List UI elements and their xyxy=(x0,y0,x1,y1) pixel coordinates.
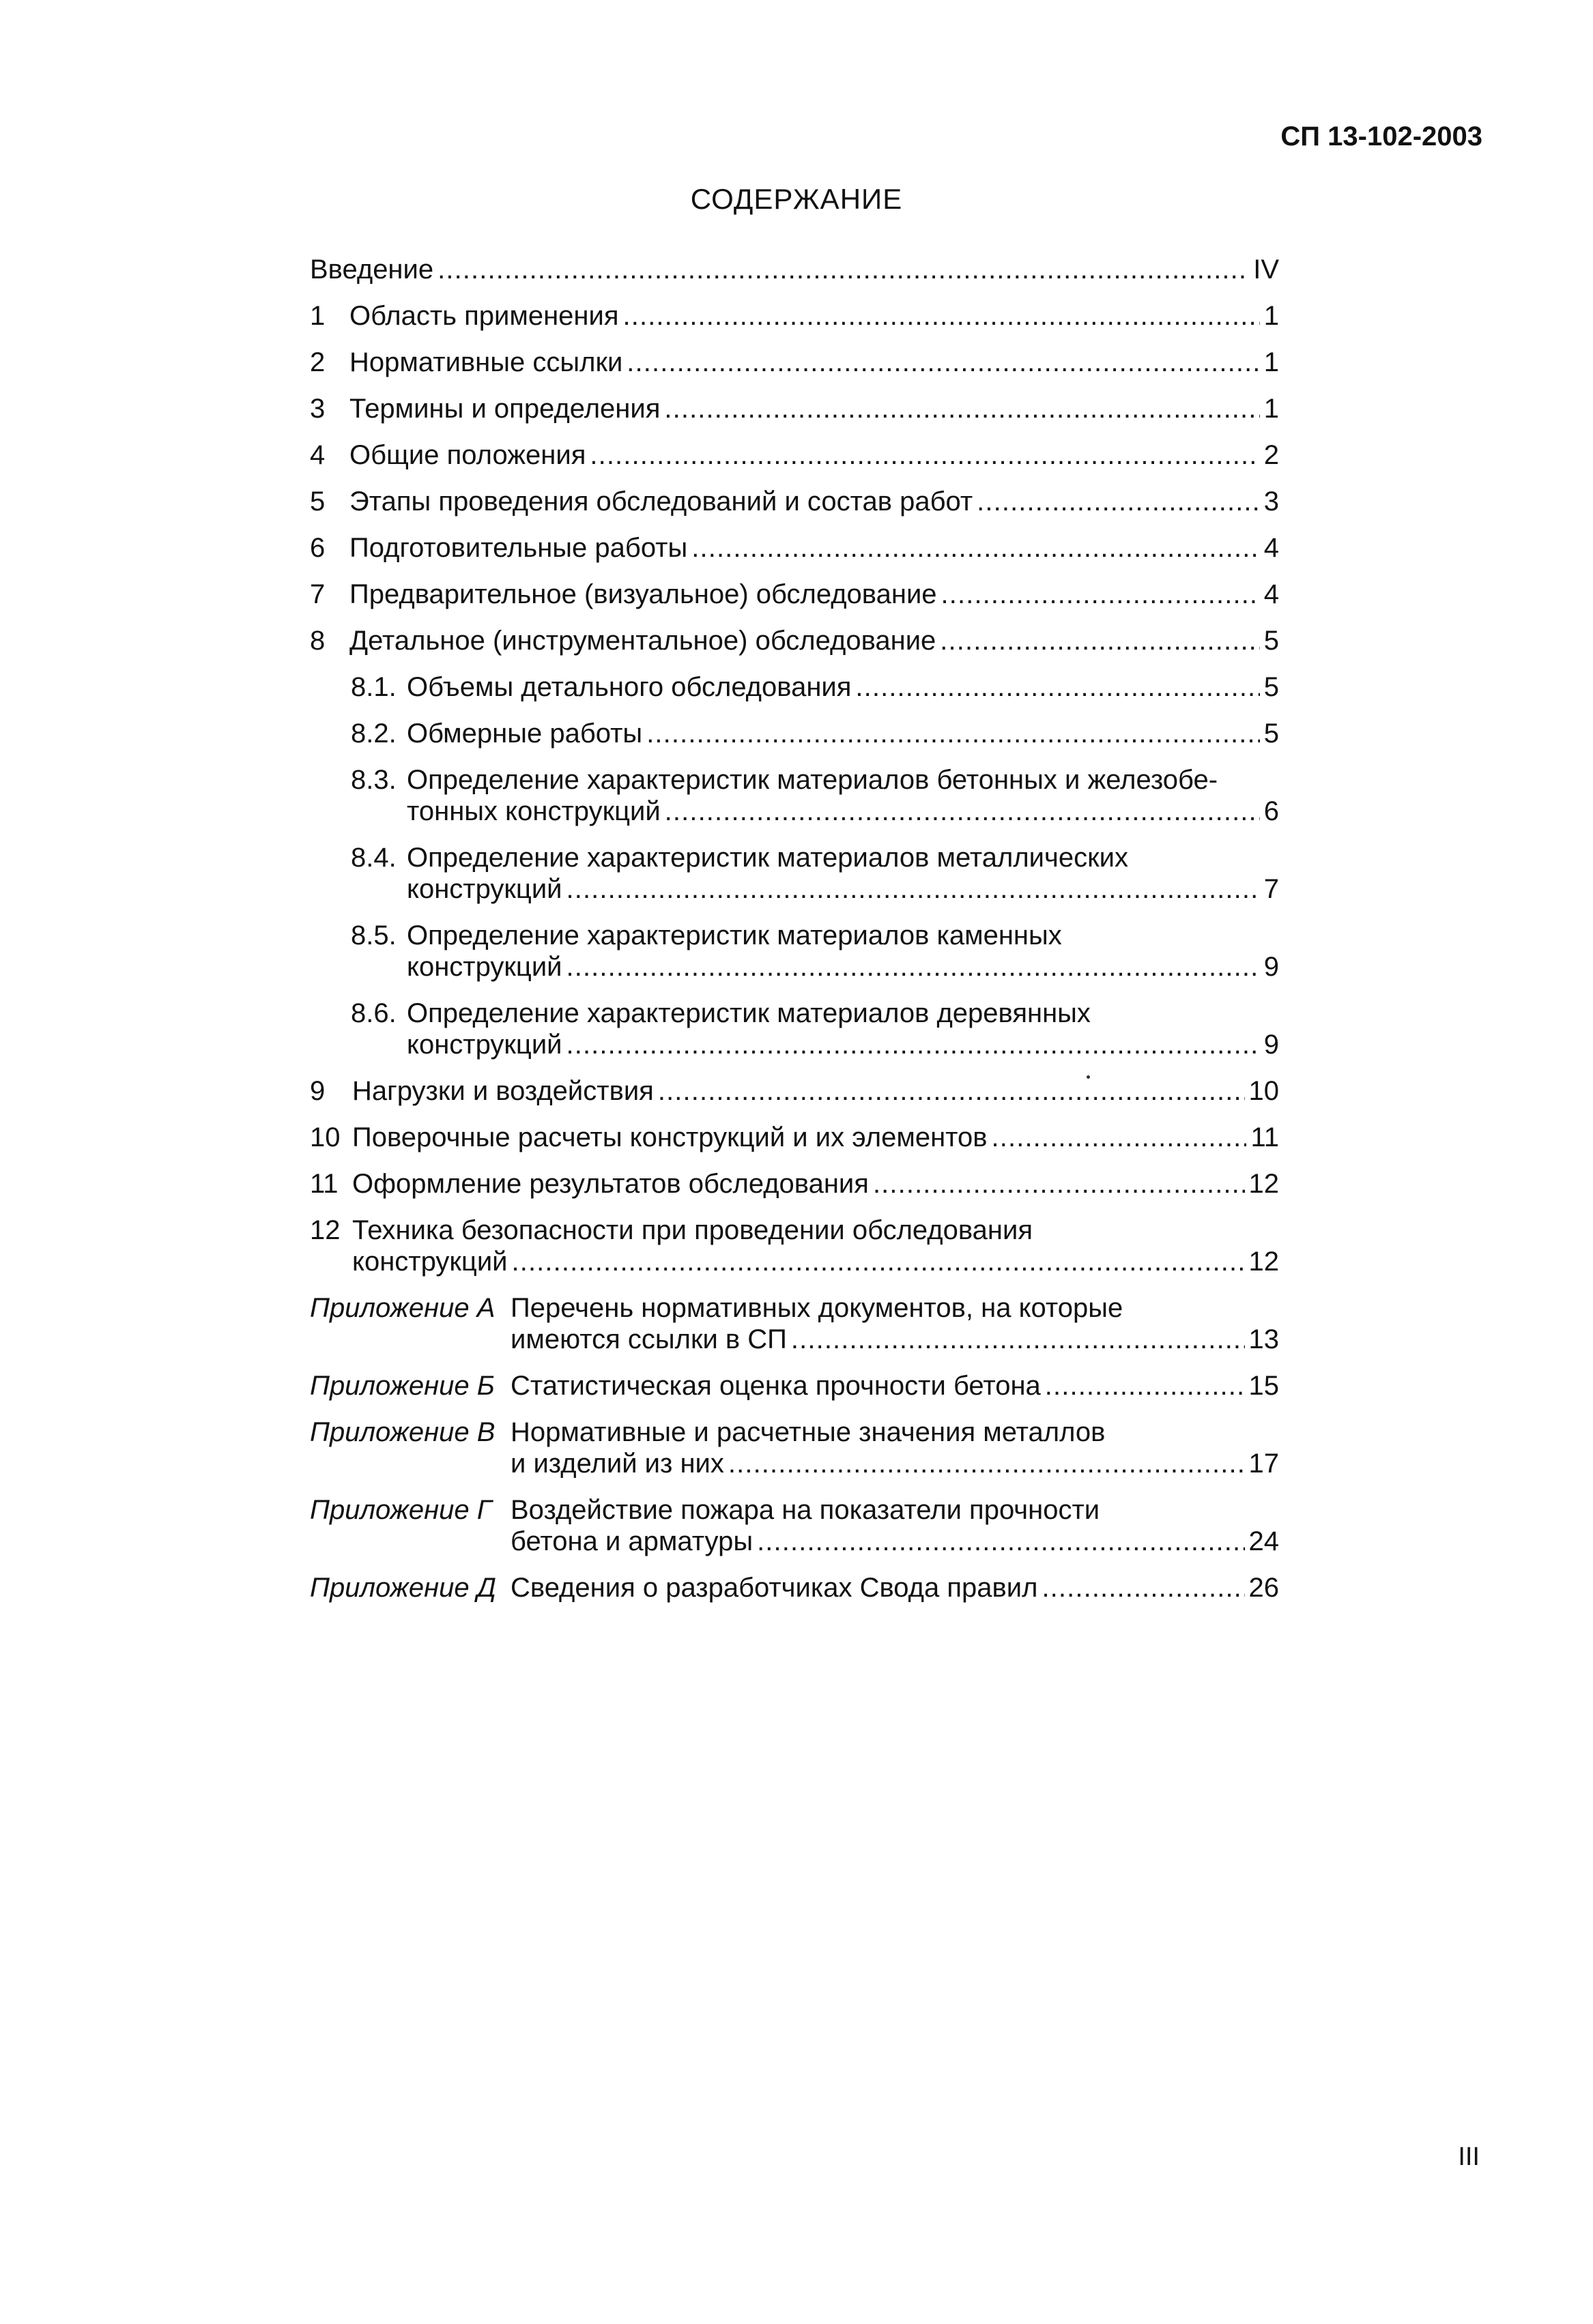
toc-number: 12 xyxy=(310,1215,341,1245)
appendix-label: Приложение Б xyxy=(310,1371,495,1401)
toc-appendix-entry[interactable] xyxy=(310,1417,1279,1479)
dot-leader xyxy=(728,1448,1245,1479)
toc-page: 10 xyxy=(1248,1076,1279,1106)
toc-label: Перечень нормативных документов, на которые xyxy=(511,1293,1123,1323)
toc-page: 1 xyxy=(1263,301,1279,331)
toc-label: Воздействие пожара на показатели прочности xyxy=(511,1495,1100,1525)
toc-label: Объемы детального обследования xyxy=(407,672,852,702)
appendix-label: Приложение А xyxy=(310,1293,496,1323)
document-code: СП 13-102-2003 xyxy=(1280,121,1482,151)
toc-entry[interactable] xyxy=(310,1075,1279,1107)
toc-label: Сведения о разработчиках Свода правил xyxy=(511,1573,1038,1603)
toc-page: 17 xyxy=(1248,1449,1279,1479)
toc-number: 9 xyxy=(310,1076,326,1106)
toc-number: 8.5. xyxy=(351,920,397,950)
dot-leader xyxy=(941,579,1260,610)
toc-number: 8.6. xyxy=(351,998,397,1028)
toc-page: 6 xyxy=(1263,796,1279,826)
toc-number: 11 xyxy=(310,1169,339,1199)
dot-leader xyxy=(566,873,1260,905)
dot-leader xyxy=(665,796,1260,827)
toc-entry[interactable] xyxy=(310,254,1279,285)
toc-page: 12 xyxy=(1248,1169,1279,1199)
toc-number: 5 xyxy=(310,486,326,517)
toc-label: Введение xyxy=(310,255,434,285)
dot-leader xyxy=(664,393,1259,424)
toc-label: Нормативные и расчетные значения металлов xyxy=(511,1417,1106,1447)
toc-entry[interactable] xyxy=(310,1215,1279,1277)
toc-number: 7 xyxy=(310,579,326,609)
toc-page: 5 xyxy=(1263,672,1279,702)
dot-leader xyxy=(691,532,1259,564)
page-title: СОДЕРЖАНИЕ xyxy=(690,183,903,215)
appendix-label: Приложение В xyxy=(310,1417,496,1447)
toc-entry[interactable] xyxy=(310,300,1279,332)
toc-label-continued: бетона и арматуры xyxy=(511,1526,754,1556)
toc-number: 10 xyxy=(310,1122,341,1152)
dot-leader xyxy=(1042,1572,1244,1603)
toc-page: 4 xyxy=(1263,579,1279,609)
toc-number: 8 xyxy=(310,626,326,656)
toc-label-continued: и изделий из них xyxy=(511,1449,724,1479)
toc-number: 8.1. xyxy=(351,672,397,702)
toc-label-continued: конструкций xyxy=(352,1247,508,1277)
toc-label: Детальное (инструментальное) обследование xyxy=(349,626,936,656)
toc-entry[interactable] xyxy=(310,764,1279,827)
toc-appendix-entry[interactable] xyxy=(310,1572,1279,1603)
toc-label-continued: тонных конструкций xyxy=(407,796,661,826)
toc-entry[interactable] xyxy=(310,842,1279,905)
toc-appendix-entry[interactable] xyxy=(310,1494,1279,1557)
toc-entry[interactable] xyxy=(310,532,1279,564)
toc-entry[interactable] xyxy=(310,625,1279,656)
toc-number: 1 xyxy=(310,301,326,331)
toc-number: 6 xyxy=(310,533,326,563)
toc-entry[interactable] xyxy=(310,718,1279,749)
dot-leader xyxy=(566,951,1260,983)
toc-label: Этапы проведения обследований и состав работ xyxy=(349,486,973,517)
toc-page: 9 xyxy=(1263,952,1279,982)
toc-page: IV xyxy=(1253,255,1279,285)
toc-page: 5 xyxy=(1263,718,1279,749)
dot-leader xyxy=(791,1324,1245,1355)
toc-label: Поверочные расчеты конструкций и их элементов xyxy=(352,1122,988,1152)
toc-page: 7 xyxy=(1263,874,1279,904)
toc-number: 8.2. xyxy=(351,718,397,749)
toc-number: 8.4. xyxy=(351,843,397,873)
page-number: III xyxy=(1458,2143,1480,2171)
toc-page: 4 xyxy=(1263,533,1279,563)
dot-leader xyxy=(658,1075,1245,1107)
toc-page: 24 xyxy=(1248,1526,1279,1556)
scan-speck xyxy=(1087,1075,1090,1079)
toc-entry[interactable] xyxy=(310,1168,1279,1200)
toc-page: 9 xyxy=(1263,1030,1279,1060)
toc-label: Предварительное (визуальное) обследование xyxy=(349,579,937,609)
dot-leader xyxy=(437,254,1249,285)
dot-leader xyxy=(646,718,1260,749)
toc-entry[interactable] xyxy=(310,347,1279,378)
toc-page: 11 xyxy=(1250,1122,1279,1152)
toc-label: Техника безопасности при проведении обследования xyxy=(352,1215,1033,1245)
toc-label-continued: конструкций xyxy=(407,874,562,904)
dot-leader xyxy=(590,439,1259,471)
toc-appendix-entry[interactable] xyxy=(310,1292,1279,1355)
toc-number: 4 xyxy=(310,440,326,470)
toc-page: 3 xyxy=(1263,486,1279,517)
toc-label: Обмерные работы xyxy=(407,718,643,749)
toc-label: Подготовительные работы xyxy=(349,533,688,563)
toc-entry[interactable] xyxy=(310,1122,1279,1153)
toc-entry[interactable] xyxy=(310,671,1279,703)
toc-appendix-entry[interactable] xyxy=(310,1370,1279,1401)
toc-label-continued: конструкций xyxy=(407,1030,562,1060)
appendix-label: Приложение Д xyxy=(310,1573,496,1603)
toc-entry[interactable] xyxy=(310,998,1279,1060)
dot-leader xyxy=(855,671,1259,703)
dot-leader xyxy=(1045,1370,1245,1401)
toc-label: Оформление результатов обследования xyxy=(352,1169,869,1199)
dot-leader xyxy=(977,486,1260,517)
toc-label: Область применения xyxy=(349,301,619,331)
toc-number: 8.3. xyxy=(351,765,397,795)
dot-leader xyxy=(873,1168,1245,1200)
toc-label: Термины и определения xyxy=(349,394,661,424)
dot-leader xyxy=(627,347,1259,378)
toc-number: 3 xyxy=(310,394,326,424)
toc-label-continued: конструкций xyxy=(407,952,562,982)
toc-page: 13 xyxy=(1248,1324,1279,1354)
toc-entry[interactable] xyxy=(310,486,1279,517)
dot-leader xyxy=(992,1122,1247,1153)
toc-label-continued: имеются ссылки в СП xyxy=(511,1324,787,1354)
toc-page: 12 xyxy=(1248,1247,1279,1277)
toc-entry[interactable] xyxy=(310,393,1279,424)
toc-label: Общие положения xyxy=(349,440,586,470)
toc-label: Определение характеристик материалов каменных xyxy=(407,920,1062,950)
toc-label: Определение характеристик материалов бетонных и железобе- xyxy=(407,765,1218,795)
dot-leader xyxy=(566,1029,1260,1060)
toc-page: 15 xyxy=(1248,1371,1279,1401)
dot-leader xyxy=(623,300,1260,332)
toc-label: Статистическая оценка прочности бетона xyxy=(511,1371,1041,1401)
toc-entry[interactable] xyxy=(310,439,1279,471)
toc-page: 5 xyxy=(1263,626,1279,656)
toc-label: Нагрузки и воздействия xyxy=(352,1076,654,1106)
toc-number: 2 xyxy=(310,347,326,377)
toc-entry[interactable] xyxy=(310,920,1279,983)
dot-leader xyxy=(940,625,1259,656)
toc-label: Нормативные ссылки xyxy=(349,347,623,377)
toc-page: 26 xyxy=(1248,1573,1279,1603)
toc-page: 1 xyxy=(1263,347,1279,377)
dot-leader xyxy=(512,1246,1245,1277)
toc-page: 1 xyxy=(1263,394,1279,424)
toc-label: Определение характеристик материалов деревянных xyxy=(407,998,1091,1028)
appendix-label: Приложение Г xyxy=(310,1495,492,1525)
toc-page: 2 xyxy=(1263,440,1279,470)
dot-leader xyxy=(757,1526,1244,1557)
table-of-contents xyxy=(310,254,1279,1618)
toc-label: Определение характеристик материалов металлических xyxy=(407,843,1128,873)
toc-entry[interactable] xyxy=(310,579,1279,610)
